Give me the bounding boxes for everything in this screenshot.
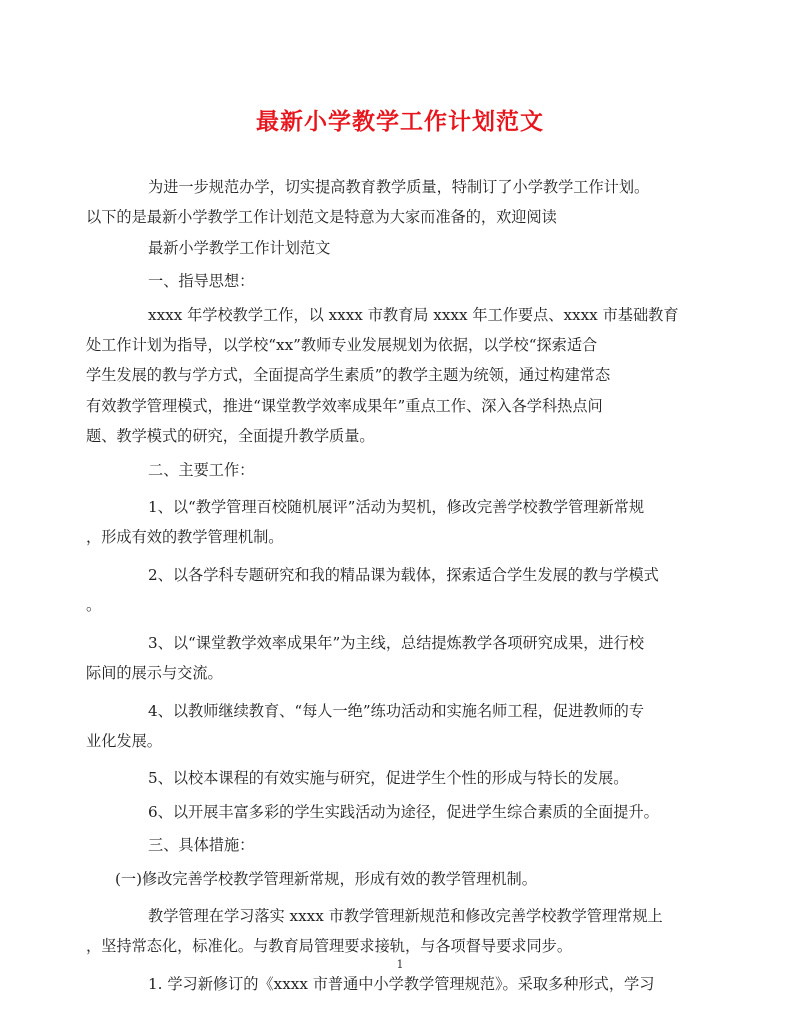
paragraph-item-1 [86,492,677,553]
text-line: 题、教学模式的研究，全面提升教学质量。 [86,427,375,446]
text-line: 三、具体措施： [148,836,255,855]
document-body [86,172,679,999]
text-line: 3、以“课堂教学效率成果年”为主线，总结提炼教学各项研究成果，进行校 [148,633,645,652]
text-line: 有效教学管理模式，推进“课堂教学效率成果年”重点工作、深入各学科热点问 [86,396,603,415]
paragraph-subtitle [117,233,677,263]
section-heading-3 [117,830,677,860]
page-number: 1 [396,958,404,971]
text-line: 际间的展示与交流。 [86,664,223,683]
text-line: 二、主要工作： [148,460,255,479]
text-line: 。 [86,596,102,615]
text-line: 6、以开展丰富多彩的学生实践活动为途径，促进学生综合素质的全面提升。 [148,802,659,821]
paragraph-study [117,969,677,999]
text-line: ，形成有效的教学管理机制。 [86,528,284,547]
text-line: 一、指导思想： [148,272,255,291]
text-line: 最新小学教学工作计划范文 [148,238,331,257]
text-line: xxxx 年学校教学工作，以 xxxx 市教育局 xxxx 年工作要点、xxxx 市基础教育 [148,305,679,324]
text-line: 1、以“教学管理百校随机展评”活动为契机，修改完善学校教学管理新常规 [148,498,645,517]
text-line: 学生发展的教与学方式，全面提高学生素质”的教学主题为统领，通过构建常态 [86,366,611,385]
paragraph-item-4 [86,696,677,757]
text-line: 为进一步规范办学，切实提高教育教学质量，特制订了小学教学工作计划。 [148,178,650,196]
paragraph-intro [86,172,677,233]
paragraph-guiding-ideas [86,300,679,452]
paragraph-item-5 [117,763,677,793]
text-line: 业化发展。 [86,731,162,750]
paragraph-measure-1 [117,864,677,894]
paragraph-item-2 [86,560,677,621]
document-title: 最新小学教学工作计划范文 [256,109,544,135]
text-line: (一)修改完善学校教学管理新常规，形成有效的教学管理机制。 [115,869,537,888]
section-heading-1 [117,266,677,296]
paragraph-management [86,901,677,962]
section-heading-2 [117,455,677,485]
paragraph-item-6 [117,797,677,827]
text-line: 5、以校本课程的有效实施与研究，促进学生个性的形成与特长的发展。 [148,769,629,788]
text-line: 处工作计划为指导，以学校“xx”教师专业发展规划为依据，以学校“探索适合 [86,336,598,355]
text-line: ，坚持常态化，标准化。与教育局管理要求接轨，与各项督导要求同步。 [86,937,572,956]
text-line: 4、以教师继续教育、“每人一绝”练功活动和实施名师工程，促进教师的专 [148,701,645,720]
text-line: 1. 学习新修订的《xxxx 市普通中小学教学管理规范》。采取多种形式，学习 [148,974,655,993]
text-line: 教学管理在学习落实 xxxx 市教学管理新规范和修改完善学校教学管理常规上 [148,906,663,925]
text-line: 2、以各学科专题研究和我的精品课为载体，探索适合学生发展的教与学模式 [148,565,659,584]
text-line: 以下的是最新小学教学工作计划范文是特意为大家而准备的，欢迎阅读 [86,208,557,227]
paragraph-item-3 [86,628,677,689]
